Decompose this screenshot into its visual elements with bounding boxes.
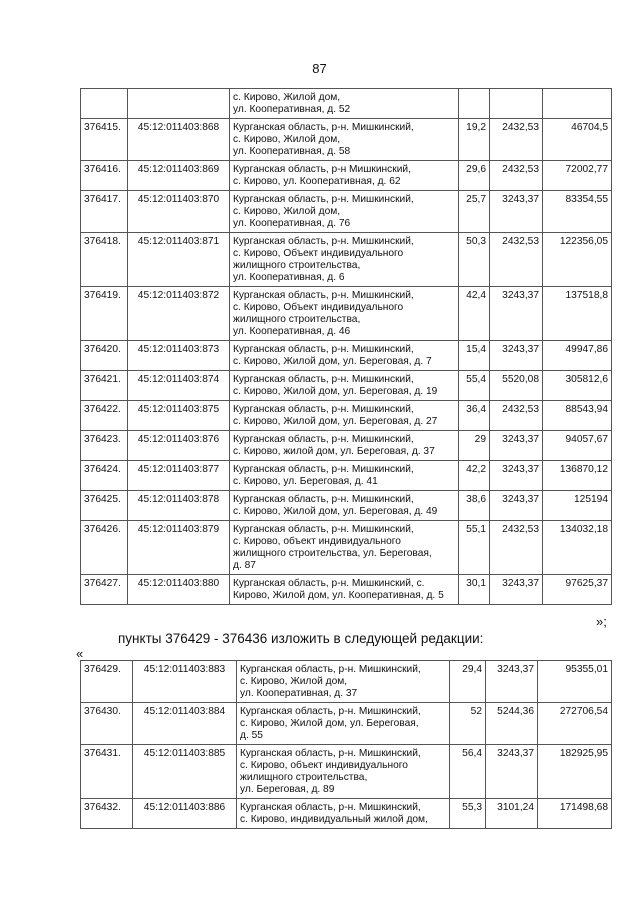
cadastral-value-cell: 95355,01: [538, 661, 612, 703]
table-row: [81, 401, 612, 431]
row-number-cell: 376421.: [81, 371, 128, 401]
area-cell: 36,4: [459, 401, 490, 431]
cadastral-number-cell: 45:12:011403:871: [128, 233, 230, 287]
price-cell: 2432,53: [490, 119, 543, 161]
address-cell: Курганская область, р-н. Мишкинский, с. Кирово, Жилой дом, ул. Кооперативная, д. 76: [230, 191, 459, 233]
area-cell: 42,2: [459, 461, 490, 491]
table-row: [81, 191, 612, 233]
address-cell: Курганская область, р-н. Мишкинский, с. Кирово, Жилой дом, ул. Береговая, д. 49: [230, 491, 459, 521]
cadastral-number-cell: 45:12:011403:873: [128, 341, 230, 371]
price-cell: 2432,53: [490, 521, 543, 575]
cadastral-number-cell: 45:12:011403:884: [133, 703, 237, 745]
cadastral-value-cell: 83354,55: [543, 191, 612, 233]
cadastral-number-cell: 45:12:011403:878: [128, 491, 230, 521]
area-cell: 38,6: [459, 491, 490, 521]
row-number-cell: 376431.: [81, 745, 133, 799]
price-cell: 5520,08: [490, 371, 543, 401]
table-row: [81, 287, 612, 341]
area-cell: 25,7: [459, 191, 490, 233]
address-cell: Курганская область, р-н. Мишкинский, с. Кирово, Жилой дом, ул. Береговая, д. 19: [230, 371, 459, 401]
table-row: [81, 431, 612, 461]
address-cell: Курганская область, р-н Мишкинский, с. Кирово, ул. Кооперативная, д. 62: [230, 161, 459, 191]
table-row: [81, 491, 612, 521]
amendment-paragraph: пункты 376429 - 376436 изложить в следующей редакции:: [118, 631, 484, 646]
table-row: [81, 575, 612, 605]
price-cell: 3243,37: [490, 341, 543, 371]
cadastral-number-cell: 45:12:011403:876: [128, 431, 230, 461]
area-cell: 52: [450, 703, 486, 745]
cadastral-value-cell: 272706,54: [538, 703, 612, 745]
price-cell: 2432,53: [490, 401, 543, 431]
address-cell: Курганская область, р-н. Мишкинский, с. Кирово, Объект индивидуального жилищного строительства, ул. Кооперативная, д. 6: [230, 233, 459, 287]
table-row: [81, 233, 612, 287]
price-cell: 3243,37: [486, 745, 538, 799]
area-cell: [459, 89, 490, 119]
price-cell: 2432,53: [490, 233, 543, 287]
cadastral-number-cell: 45:12:011403:874: [128, 371, 230, 401]
cadastral-value-cell: [543, 89, 612, 119]
price-cell: 5244,36: [486, 703, 538, 745]
cadastral-number-cell: 45:12:011403:879: [128, 521, 230, 575]
cadastral-number-cell: [128, 89, 230, 119]
price-cell: 2432,53: [490, 161, 543, 191]
cadastral-number-cell: 45:12:011403:880: [128, 575, 230, 605]
row-number-cell: 376420.: [81, 341, 128, 371]
row-number-cell: 376424.: [81, 461, 128, 491]
address-cell: Курганская область, р-н. Мишкинский, с. Кирово, Жилой дом, ул. Кооперативная, д. 58: [230, 119, 459, 161]
property-table-2: [80, 660, 612, 829]
row-number-cell: 376423.: [81, 431, 128, 461]
row-number-cell: 376430.: [81, 703, 133, 745]
address-cell: Курганская область, р-н. Мишкинский, с. Кирово, Объект индивидуального жилищного строительства, ул. Кооперативная, д. 46: [230, 287, 459, 341]
area-cell: 50,3: [459, 233, 490, 287]
row-number-cell: 376425.: [81, 491, 128, 521]
address-cell: Курганская область, р-н. Мишкинский, с. Кирово, объект индивидуального жилищного строительства, ул. Береговая, д. 89: [237, 745, 450, 799]
address-cell: с. Кирово, Жилой дом, ул. Кооперативная, д. 52: [230, 89, 459, 119]
address-cell: Курганская область, р-н. Мишкинский, с. Кирово, объект индивидуального жилищного строительства, ул. Береговая, д. 87: [230, 521, 459, 575]
cadastral-number-cell: 45:12:011403:869: [128, 161, 230, 191]
price-cell: [490, 89, 543, 119]
table-row: [81, 461, 612, 491]
price-cell: 3243,37: [490, 431, 543, 461]
price-cell: 3243,37: [490, 461, 543, 491]
opening-quote: «: [76, 646, 84, 661]
price-cell: 3243,37: [486, 661, 538, 703]
area-cell: 30,1: [459, 575, 490, 605]
area-cell: 29: [459, 431, 490, 461]
area-cell: 19,2: [459, 119, 490, 161]
cadastral-value-cell: 88543,94: [543, 401, 612, 431]
cadastral-value-cell: 122356,05: [543, 233, 612, 287]
table-row: [81, 89, 612, 119]
address-cell: Курганская область, р-н. Мишкинский, с. Кирово, Жилой дом, ул. Береговая, д. 55: [237, 703, 450, 745]
row-number-cell: 376418.: [81, 233, 128, 287]
table-row: [81, 661, 612, 703]
cadastral-value-cell: 49947,86: [543, 341, 612, 371]
price-cell: 3243,37: [490, 287, 543, 341]
address-cell: Курганская область, р-н. Мишкинский, с. Кирово, жилой дом, ул. Береговая, д. 37: [230, 431, 459, 461]
area-cell: 29,6: [459, 161, 490, 191]
address-cell: Курганская область, р-н. Мишкинский, с. Кирово, Жилой дом, ул. Кооперативная, д. 5: [230, 575, 459, 605]
table-row: [81, 745, 612, 799]
cadastral-value-cell: 72002,77: [543, 161, 612, 191]
row-number-cell: 376429.: [81, 661, 133, 703]
address-cell: Курганская область, р-н. Мишкинский, с. Кирово, ул. Береговая, д. 41: [230, 461, 459, 491]
price-cell: 3101,24: [486, 799, 538, 829]
cadastral-value-cell: 171498,68: [538, 799, 612, 829]
cadastral-value-cell: 125194: [543, 491, 612, 521]
cadastral-number-cell: 45:12:011403:870: [128, 191, 230, 233]
price-cell: 3243,37: [490, 575, 543, 605]
row-number-cell: 376416.: [81, 161, 128, 191]
table-row: [81, 521, 612, 575]
area-cell: 56,4: [450, 745, 486, 799]
area-cell: 55,3: [450, 799, 486, 829]
address-cell: Курганская область, р-н. Мишкинский, с. Кирово, Жилой дом, ул. Кооперативная, д. 37: [237, 661, 450, 703]
row-number-cell: 376432.: [81, 799, 133, 829]
cadastral-value-cell: 182925,95: [538, 745, 612, 799]
price-cell: 3243,37: [490, 491, 543, 521]
cadastral-value-cell: 134032,18: [543, 521, 612, 575]
cadastral-number-cell: 45:12:011403:885: [133, 745, 237, 799]
cadastral-number-cell: 45:12:011403:868: [128, 119, 230, 161]
table-row: [81, 341, 612, 371]
property-table-1: [80, 88, 612, 605]
address-cell: Курганская область, р-н. Мишкинский, с. Кирово, Жилой дом, ул. Береговая, д. 7: [230, 341, 459, 371]
cadastral-number-cell: 45:12:011403:883: [133, 661, 237, 703]
area-cell: 29,4: [450, 661, 486, 703]
cadastral-number-cell: 45:12:011403:886: [133, 799, 237, 829]
table-row: [81, 371, 612, 401]
area-cell: 15,4: [459, 341, 490, 371]
address-cell: Курганская область, р-н. Мишкинский, с. Кирово, индивидуальный жилой дом,: [237, 799, 450, 829]
row-number-cell: 376417.: [81, 191, 128, 233]
row-number-cell: 376419.: [81, 287, 128, 341]
area-cell: 55,1: [459, 521, 490, 575]
table-row: [81, 703, 612, 745]
area-cell: 55,4: [459, 371, 490, 401]
cadastral-value-cell: 305812,6: [543, 371, 612, 401]
price-cell: 3243,37: [490, 191, 543, 233]
cadastral-number-cell: 45:12:011403:872: [128, 287, 230, 341]
area-cell: 42,4: [459, 287, 490, 341]
row-number-cell: 376415.: [81, 119, 128, 161]
cadastral-number-cell: 45:12:011403:877: [128, 461, 230, 491]
row-number-cell: 376422.: [81, 401, 128, 431]
table-row: [81, 161, 612, 191]
row-number-cell: 376427.: [81, 575, 128, 605]
row-number-cell: [81, 89, 128, 119]
cadastral-value-cell: 136870,12: [543, 461, 612, 491]
address-cell: Курганская область, р-н. Мишкинский, с. Кирово, Жилой дом, ул. Береговая, д. 27: [230, 401, 459, 431]
cadastral-number-cell: 45:12:011403:875: [128, 401, 230, 431]
row-number-cell: 376426.: [81, 521, 128, 575]
cadastral-value-cell: 94057,67: [543, 431, 612, 461]
cadastral-value-cell: 97625,37: [543, 575, 612, 605]
cadastral-value-cell: 137518,8: [543, 287, 612, 341]
table-row: [81, 799, 612, 829]
table-row: [81, 119, 612, 161]
page-number: 87: [312, 61, 327, 76]
closing-quote: »;: [596, 614, 607, 629]
cadastral-value-cell: 46704,5: [543, 119, 612, 161]
